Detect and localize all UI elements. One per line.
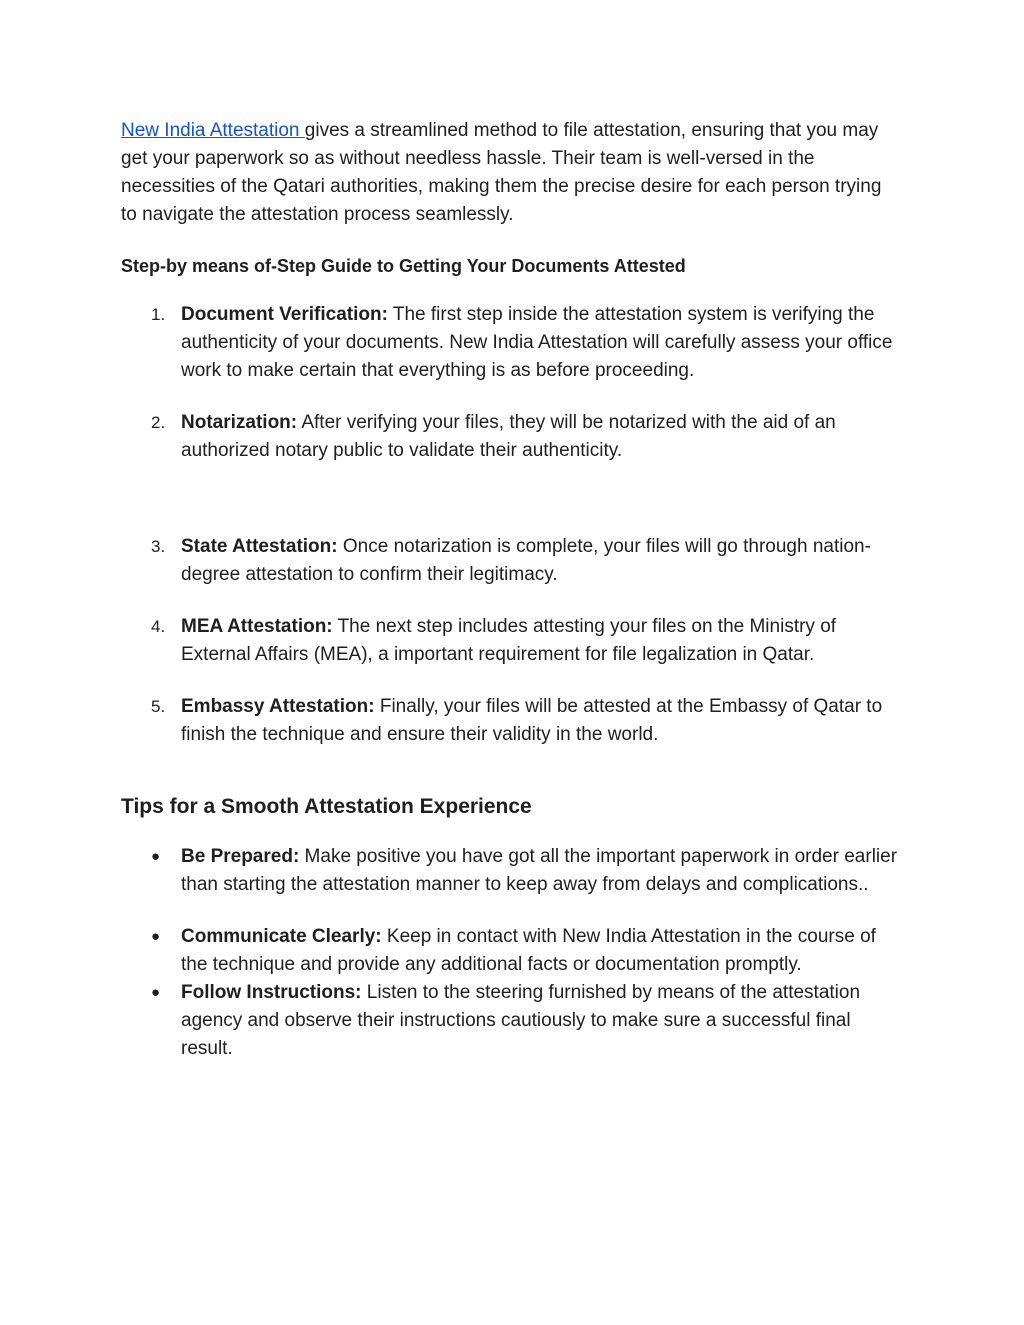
step-number: 5. <box>151 697 166 716</box>
bullet-icon: ● <box>151 928 161 945</box>
step-number: 1. <box>151 305 166 324</box>
step-title: MEA Attestation: <box>181 616 333 637</box>
tip-title: Communicate Clearly: <box>181 926 382 947</box>
step-number: 4. <box>151 617 166 636</box>
tip-text: Make positive you have got all the important paperwork in order earlier than starting the attestation manner to keep away from delays and complications.. <box>181 846 898 895</box>
step-item <box>121 409 901 465</box>
step-title: Notarization: <box>181 412 298 433</box>
tip-text: Listen to the steering furnished by means of the attestation agency and observe their instructions cautiously to make sure a successful final result. <box>181 982 861 1059</box>
step-title: Document Verification: <box>181 304 388 325</box>
tip-item <box>121 979 901 1063</box>
bullet-icon: ● <box>151 848 161 865</box>
step-item <box>121 613 901 669</box>
intro-paragraph <box>121 117 901 229</box>
document-page <box>121 117 901 1063</box>
tip-item <box>121 843 901 899</box>
tip-text: Keep in contact with New India Attestation in the course of the technique and provide any additional facts or documentation promptly. <box>181 926 876 975</box>
step-text: Once notarization is complete, your files will go through nation-degree attestation to confirm their legitimacy. <box>181 536 871 585</box>
step-text: After verifying your files, they will be notarized with the aid of an authorized notary public to validate their authenticity. <box>181 412 836 461</box>
step-item <box>121 301 901 385</box>
step-text: Finally, your files will be attested at the Embassy of Qatar to finish the technique and ensure their validity in the world. <box>181 696 883 745</box>
step-text: The first step inside the attestation system is verifying the authenticity of your documents. New India Attestation will carefully assess your office work to make certain that everything is as before proceeding. <box>181 304 893 381</box>
step-number: 3. <box>151 537 166 556</box>
steps-heading: Step-by means of-Step Guide to Getting Your Documents Attested <box>121 256 686 276</box>
steps-list <box>121 301 901 749</box>
tip-title: Follow Instructions: <box>181 982 362 1003</box>
tips-heading: Tips for a Smooth Attestation Experience <box>121 795 532 818</box>
tip-title: Be Prepared: <box>181 846 300 867</box>
step-text: The next step includes attesting your files on the Ministry of External Affairs (MEA), a important requirement for file legalization in Qatar. <box>181 616 837 665</box>
tips-list <box>121 843 901 1063</box>
new-india-attestation-link[interactable]: New India Attestation <box>121 120 305 141</box>
bullet-icon: ● <box>151 984 161 1001</box>
step-number: 2. <box>151 413 166 432</box>
tip-item <box>121 923 901 979</box>
step-item <box>121 533 901 589</box>
step-item <box>121 693 901 749</box>
step-title: Embassy Attestation: <box>181 696 375 717</box>
intro-text: gives a streamlined method to file attestation, ensuring that you may get your paperwork so as without needless hassle. Their team is well-versed in the necessities of the Qatari authorities, making them the precise desire for each person trying to navigate the attestation process seamlessly. <box>121 120 882 225</box>
step-title: State Attestation: <box>181 536 338 557</box>
